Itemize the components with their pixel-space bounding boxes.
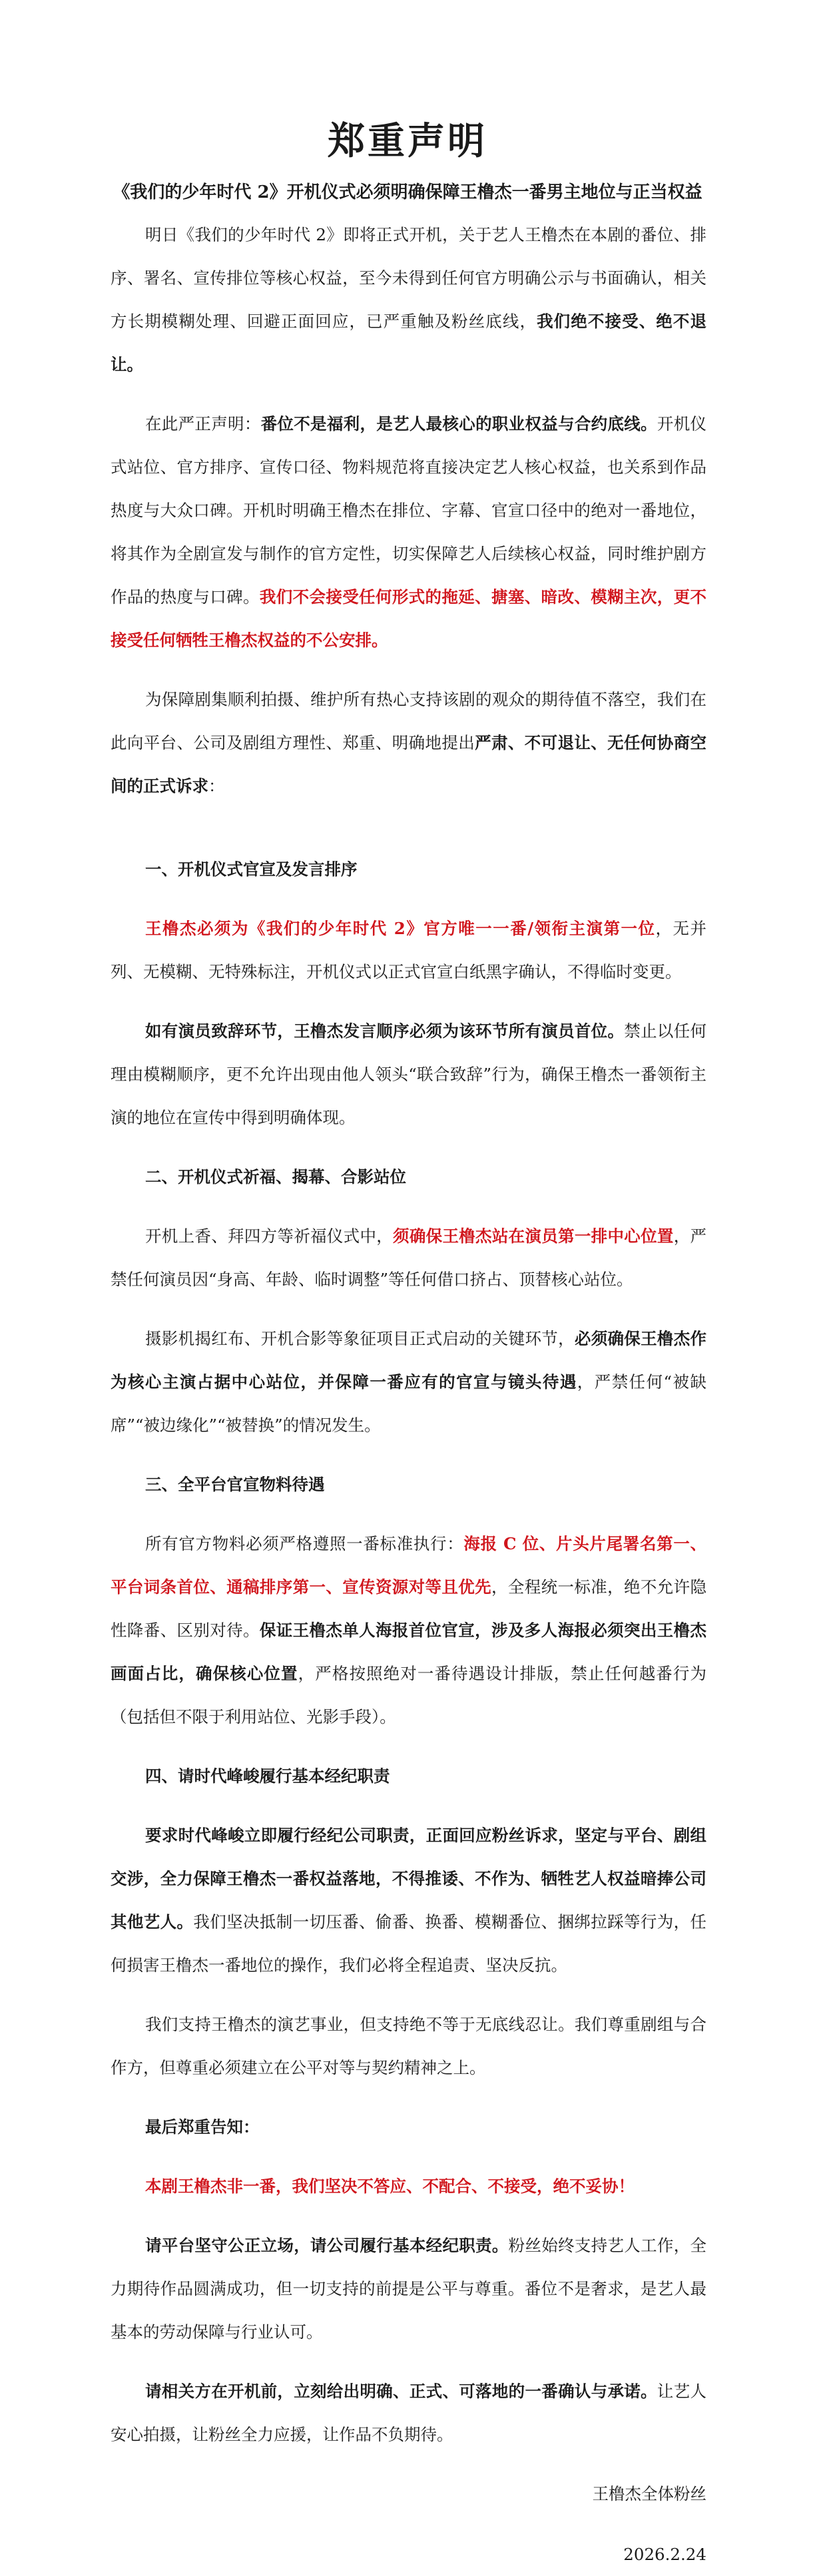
final-red-statement: 本剧王橹杰非一番，我们坚决不答应、不配合、不接受，绝不妥协！ xyxy=(145,2177,635,2196)
section-1-paragraph-2 xyxy=(111,1009,706,1139)
intro-paragraph-3 xyxy=(111,678,706,808)
red-emphasis-text: 我们不会接受任何形式的拖延、搪塞、暗改、模糊主次，更不接受任何牺牲王橹杰权益的不公安排。 xyxy=(111,587,706,650)
final-paragraph-2 xyxy=(111,2370,706,2456)
final-paragraph-1 xyxy=(111,2224,706,2354)
bold-emphasis-text: 如有演员致辞环节，王橹杰发言顺序必须为该环节所有演员首位。 xyxy=(145,1021,625,1041)
red-emphasis-text: 王橹杰必须为《我们的少年时代 2》官方唯一一番/领衔主演第一位 xyxy=(145,919,656,938)
final-heading: 最后郑重告知： xyxy=(145,2117,260,2137)
section-heading-1: 一、开机仪式官宣及发言排序 xyxy=(145,860,358,879)
section-4-paragraph-1 xyxy=(111,1814,706,1987)
statement-date: 2026.2.24 xyxy=(623,2545,706,2564)
intro-paragraph-2 xyxy=(111,402,706,662)
bold-emphasis-text: 请相关方在开机前，立刻给出明确、正式、可落地的一番确认与承诺。 xyxy=(145,2382,657,2401)
spacer xyxy=(111,824,706,848)
section-2-paragraph-1 xyxy=(111,1214,706,1301)
body-text: 明日《我们的少年时代 2》即将正式开机，关于艺人王橹杰在本剧的番位、排序、署名、宣传排位等核心权益，至今未得到任何官方明确公示与书面确认，相关方长期模糊处理、回避正面回应，已严重触及粉丝底线， xyxy=(111,225,706,331)
bold-emphasis-text: 必须确保王橹杰作为核心主演占据中心站位，并保障一番应有的官宣与镜头待遇 xyxy=(111,1329,707,1392)
bold-emphasis-text: 保证王橹杰单人海报首位官宣，涉及多人海报必须突出王橹杰画面占比，确保核心位置 xyxy=(111,1621,706,1683)
body-text: 摄影机揭红布、开机合影等象征项目正式启动的关键环节， xyxy=(145,1329,575,1348)
section-heading-2: 二、开机仪式祈福、揭幕、合影站位 xyxy=(145,1167,406,1186)
body-text: ，无并列、无模糊、无特殊标注，开机仪式以正式官宣白纸黑字确认，不得临时变更。 xyxy=(111,919,706,981)
body-text: ，全程统一标准，绝不允许隐性降番、区别对待。 xyxy=(111,1577,707,1640)
page-subtitle: 《我们的少年时代 2》开机仪式必须明确保障王橹杰一番男主地位与正当权益 xyxy=(113,182,702,202)
red-emphasis-text: 海报 C 位、片头片尾署名第一、平台词条首位、通稿排序第一、宣传资源对等且优先 xyxy=(111,1534,706,1597)
bold-emphasis-text: 严肃、不可退让、无任何协商空间的正式诉求 xyxy=(111,733,706,796)
body-text: 粉丝始终支持艺人工作，全力期待作品圆满成功，但一切支持的前提是公平与尊重。番位不是奢求，是艺人最基本的劳动保障与行业认可。 xyxy=(111,2236,707,2342)
section-3-paragraph-1 xyxy=(111,1522,706,1738)
page-title: 郑重声明 xyxy=(328,120,487,163)
demand-sections xyxy=(111,848,706,2089)
statement-body xyxy=(111,213,706,2576)
section-heading-3: 三、全平台官宣物料待遇 xyxy=(145,1475,325,1494)
body-text: 让艺人安心拍摄，让粉丝全力应援，让作品不负期待。 xyxy=(111,2382,706,2444)
body-text: 开机仪式站位、官方排序、宣传口径、物料规范将直接决定艺人核心权益，也关系到作品热度与大众口碑。开机时明确王橹杰在排位、字幕、官宣口径中的绝对一番地位，将其作为全剧宣发与制作的官方定性，切实保障艺人后续核心权益，同时维护剧方作品的热度与口碑。 xyxy=(111,414,707,607)
body-text: ，严禁任何演员因“身高、年龄、临时调整”等任何借口挤占、顶替核心站位。 xyxy=(111,1226,707,1289)
section-heading-4: 四、请时代峰峻履行基本经纪职责 xyxy=(145,1766,390,1786)
body-text: 开机上香、拜四方等祈福仪式中， xyxy=(145,1226,394,1246)
intro-paragraph-1 xyxy=(111,213,706,386)
bold-emphasis-text: 请平台坚守公正立场，请公司履行基本经纪职责。 xyxy=(145,2236,509,2255)
section-2-paragraph-2 xyxy=(111,1317,706,1447)
bold-emphasis-text: 我们绝不接受、绝不退让。 xyxy=(111,312,707,374)
body-text: 在此严正声明： xyxy=(145,414,261,433)
section-1-paragraph-1 xyxy=(111,907,706,993)
red-emphasis-text: 须确保王橹杰站在演员第一排中心位置 xyxy=(393,1226,674,1246)
bold-emphasis-text: 要求时代峰峻立即履行经纪公司职责，正面回应粉丝诉求，坚定与平台、剧组交涉，全力保障王橹杰一番权益落地，不得推诿、不作为、牺牲艺人权益暗捧公司其他艺人。 xyxy=(111,1826,706,1932)
bold-emphasis-text: 番位不是福利，是艺人最核心的职业权益与合约底线。 xyxy=(260,414,657,433)
signature: 王橹杰全体粉丝 xyxy=(592,2484,706,2503)
body-text: ，严格按照绝对一番待遇设计排版，禁止任何越番行为（包括但不限于利用站位、光影手段）。 xyxy=(111,1664,707,1726)
section-4-paragraph-2 xyxy=(111,2003,706,2089)
body-text: ，严禁任何“被缺席”“被边缘化”“被替换”的情况发生。 xyxy=(111,1372,706,1435)
body-text: ： xyxy=(208,776,225,796)
body-text: 我们支持王橹杰的演艺事业，但支持绝不等于无底线忍让。我们尊重剧组与合作方，但尊重必须建立在公平对等与契约精神之上。 xyxy=(111,2015,706,2077)
body-text: 禁止以任何理由模糊顺序，更不允许出现由他人领头“联合致辞”行为，确保王橹杰一番领衔主演的地位在宣传中得到明确体现。 xyxy=(111,1021,707,1127)
body-text: 所有官方物料必须严格遵照一番标准执行： xyxy=(145,1534,464,1553)
body-text: 为保障剧集顺利拍摄、维护所有热心支持该剧的观众的期待值不落空，我们在此向平台、公司及剧组方理性、郑重、明确地提出 xyxy=(111,690,706,752)
body-text: 我们坚决抵制一切压番、偷番、换番、模糊番位、捆绑拉踩等行为，任何损害王橹杰一番地位的操作，我们必将全程追责、坚决反抗。 xyxy=(111,1912,706,1975)
